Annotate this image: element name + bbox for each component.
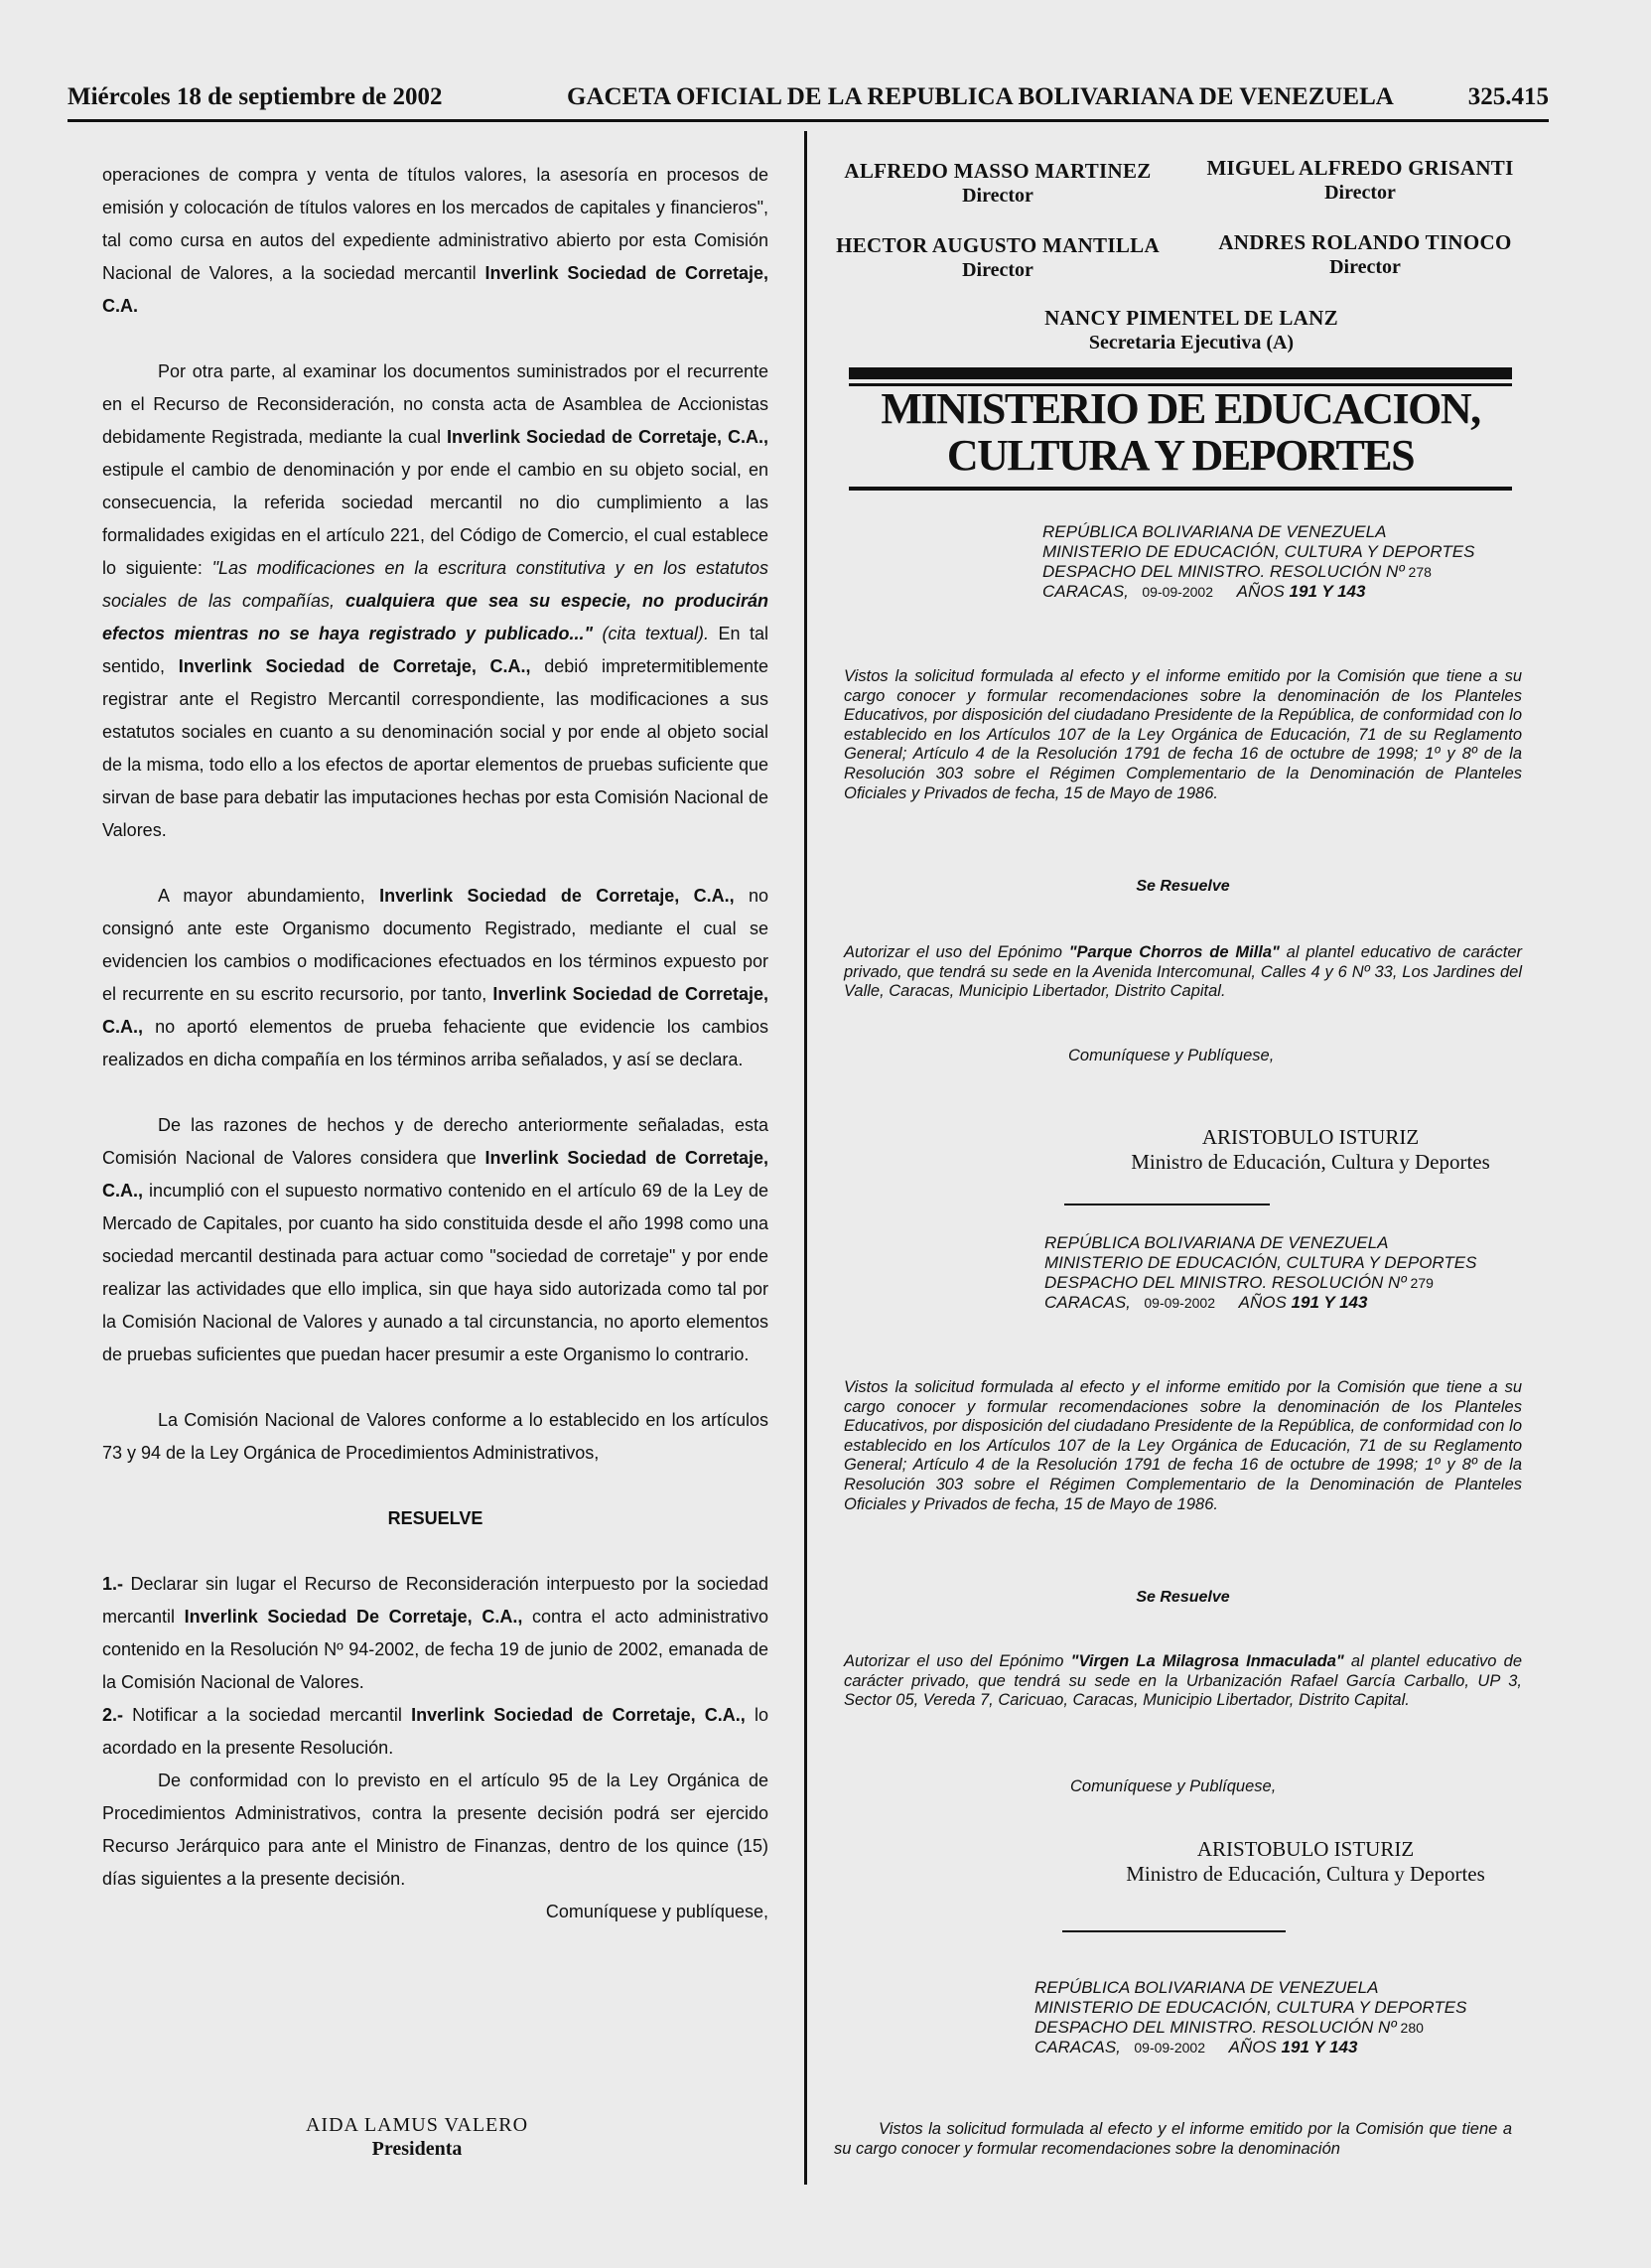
paragraph-3: A mayor abundamiento, Inverlink Sociedad de Corretaje, C.A., no consignó ante este Organismo documento Registrado, mediante el cual se evidencien los cambios o modificaciones efectuados en los términos expuesto por el recurrente en su escrito recursorio, por tanto, Inverlink Sociedad de Corretaje, C.A., no aportó elementos de prueba fehaciente que evidencie los cambios realizados en dicha compañía en los términos arriba señalados, y así se declara.: [102, 886, 768, 1069]
resolution-278-se-resuelve: Se Resuelve: [1136, 878, 1230, 895]
resolution-279-vistos: Vistos la solicitud formulada al efecto y el informe emitido por la Comisión que tiene a su cargo conocer y formular recomendaciones sobre la denominación de los Planteles Educativos, por disposición del ciudadano Presidente de la República, de conformidad con lo establecido en los Artículos 107 de la Ley Orgánica de Educación, 71 de su Reglamento General; Artículo 4 de la Resolución 1791 de fecha 16 de octubre de 1998; 1º y 8º de la Resolución 303 sobre el Régimen Complementario de la Denominación de Planteles Oficiales y Privados de fecha, 15 de Mayo de 1986.: [844, 1378, 1522, 1513]
resolution-279-heading: REPÚBLICA BOLIVARIANA DE VENEZUELA MINISTERIO DE EDUCACIÓN, CULTURA Y DEPORTES DESPACHO DEL MINISTRO. RESOLUCIÓN Nº 279 CARACAS, 09-09-2002 AÑOS 191 Y 143: [1044, 1233, 1477, 1312]
signer-title: Presidenta: [371, 2138, 463, 2160]
resuelve-heading: RESUELVE: [387, 1508, 483, 1528]
resolution-279-autorizar: Autorizar el uso del Epónimo "Virgen La Milagrosa Inmaculada" al plantel educativo de carácter privado, que tendrá su sede en la Urbanización Rafael García Carballo, UP 3, Sector 05, Vereda 7, Caricuao, Caracas, Municipio Libertador, Distrito Capital.: [844, 1652, 1522, 1710]
paragraph-2: Por otra parte, al examinar los documentos suministrados por el recurrente en el Recurso de Reconsideración, no consta acta de Asamblea de Accionistas debidamente Registrada, mediante la cual Inverlink Sociedad de Corretaje, C.A., estipule el cambio de denominación y por ende el cambio en su objeto social, en consecuencia, la referida sociedad mercantil no dio cumplimiento a las formalidades exigidas en el artículo 221, del Código de Comercio, el cual establece lo siguiente: "Las modificaciones en la escritura constitutiva y en los estatutos sociales de las compañías, cualquiera que sea su especie, no producirán efectos mientras no se haya registrado y publicado..." (cita textual). En tal sentido, Inverlink Sociedad de Corretaje, C.A., debió impretermitiblemente registrar ante el Registro Mercantil correspondiente, las modificaciones a sus estatutos sociales en cuanto a su denominación social y por ende al objeto social de la misma, todo ello a los efectos de aportar elementos de pruebas suficiente que sirvan de base para debatir las imputaciones hechas por esta Comisión Nacional de Valores.: [102, 361, 768, 840]
ministry-rule-top: [849, 367, 1512, 379]
secretary: NANCY PIMENTEL DE LANZ Secretaria Ejecutiva (A): [1044, 306, 1338, 354]
ministry-rule-bottom: [849, 487, 1512, 491]
director-1: ALFREDO MASSO MARTINEZ Director: [844, 159, 1152, 207]
separator-rule-2: [1062, 1930, 1286, 1932]
paragraph-6: De conformidad con lo previsto en el artículo 95 de la Ley Orgánica de Procedimientos Administrativos, contra la presente decisión podrá ser ejercido Recurso Jerárquico para ante el Ministro de Finanzas, dentro de los quince (15) días siguientes a la presente decisión.: [102, 1771, 768, 1889]
closing-line: Comuníquese y publíquese,: [545, 1902, 768, 1921]
paragraph-5: La Comisión Nacional de Valores conforme a lo establecido en los artículos 73 y 94 de la Ley Orgánica de Procedimientos Administrativos,: [102, 1410, 768, 1463]
resolution-278-autorizar: Autorizar el uso del Epónimo "Parque Chorros de Milla" al plantel educativo de carácter privado, que tendrá su sede en la Avenida Intercomunal, Calles 4 y 6 Nº 33, Los Jardines del Valle, Caracas, Municipio Libertador, Distrito Capital.: [844, 943, 1522, 1001]
header-page-number: 325.415: [1467, 83, 1549, 110]
resolution-279-signature: ARISTOBULO ISTURIZ Ministro de Educación, Cultura y Deportes: [1126, 1837, 1485, 1886]
signature-block-president: [278, 2113, 556, 2161]
resolution-278-signature: ARISTOBULO ISTURIZ Ministro de Educación, Cultura y Deportes: [1131, 1125, 1490, 1174]
separator-rule-1: [1064, 1204, 1270, 1205]
resolution-item-2: 2.- Notificar a la sociedad mercantil Inverlink Sociedad de Corretaje, C.A., lo acordado en la presente Resolución.: [102, 1705, 768, 1758]
paragraph-1: operaciones de compra y venta de títulos valores, la asesoría en procesos de emisión y colocación de títulos valores en los mercados de capitales y financieros", tal como cursa en autos del expediente administrativo abierto por esta Comisión Nacional de Valores, a la sociedad mercantil Inverlink Sociedad de Corretaje, C.A.: [102, 165, 768, 316]
resolution-280-vistos: Vistos la solicitud formulada al efecto y el informe emitido por la Comisión que tiene a su cargo conocer y formular recomendaciones sobre la denominación: [834, 2120, 1512, 2158]
column-divider: [804, 131, 807, 2185]
director-4: ANDRES ROLANDO TINOCO Director: [1218, 230, 1512, 278]
paragraph-4: De las razones de hechos y de derecho anteriormente señaladas, esta Comisión Nacional de Valores considera que Inverlink Sociedad de Corretaje, C.A., incumplió con el supuesto normativo contenido en el artículo 69 de la Ley de Mercado de Capitales, por cuanto ha sido constituida desde el año 1998 como una sociedad mercantil destinada para actuar como "sociedad de corretaje" y por ende realizar las actividades que ello implica, sin que haya sido autorizada como tal por la Comisión Nacional de Valores y aunado a tal circunstancia, no aporto elementos de pruebas suficientes que puedan hacer presumir a este Organismo lo contrario.: [102, 1115, 768, 1364]
left-column: [102, 159, 768, 1928]
director-3: HECTOR AUGUSTO MANTILLA Director: [836, 233, 1160, 281]
resolution-278-vistos: Vistos la solicitud formulada al efecto y el informe emitido por la Comisión que tiene a su cargo conocer y formular recomendaciones sobre la denominación de los Planteles Educativos, por disposición del ciudadano Presidente de la República, de conformidad con lo establecido en los Artículos 107 de la Ley Orgánica de Educación, 71 de su Reglamento General; Artículo 4 de la Resolución 1791 de fecha 16 de octubre de 1998; 1º y 8º de la Resolución 303 sobre el Régimen Complementario de la Denominación de Planteles Oficiales y Privados de fecha, 15 de Mayo de 1986.: [844, 667, 1522, 802]
resolution-279-se-resuelve: Se Resuelve: [1136, 1589, 1230, 1606]
header-date: Miércoles 18 de septiembre de 2002: [68, 83, 443, 110]
signer-name: AIDA LAMUS VALERO: [305, 2114, 529, 2136]
resolution-item-1: 1.- Declarar sin lugar el Recurso de Reconsideración interpuesto por la sociedad mercantil Inverlink Sociedad De Corretaje, C.A., contra el acto administrativo contenido en la Resolución Nº 94-2002, de fecha 19 de junio de 2002, emanada de la Comisión Nacional de Valores.: [102, 1574, 769, 1692]
resolution-280-heading: REPÚBLICA BOLIVARIANA DE VENEZUELA MINISTERIO DE EDUCACIÓN, CULTURA Y DEPORTES DESPACHO DEL MINISTRO. RESOLUCIÓN Nº 280 CARACAS, 09-09-2002 AÑOS 191 Y 143: [1034, 1978, 1467, 2056]
resolution-279-comuniquese: Comuníquese y Publíquese,: [1070, 1777, 1277, 1795]
director-2: MIGUEL ALFREDO GRISANTI Director: [1206, 156, 1514, 204]
page-header: [68, 79, 1549, 122]
ministry-title: MINISTERIO DE EDUCACION, CULTURA Y DEPORTES: [881, 384, 1480, 480]
resolution-278-heading: REPÚBLICA BOLIVARIANA DE VENEZUELA MINISTERIO DE EDUCACIÓN, CULTURA Y DEPORTES DESPACHO DEL MINISTRO. RESOLUCIÓN Nº 278 CARACAS, 09-09-2002 AÑOS 191 Y 143: [1042, 522, 1475, 601]
header-publication: GACETA OFICIAL DE LA REPUBLICA BOLIVARIANA DE VENEZUELA: [567, 83, 1394, 110]
resolution-278-comuniquese: Comuníquese y Publíquese,: [1068, 1047, 1275, 1064]
